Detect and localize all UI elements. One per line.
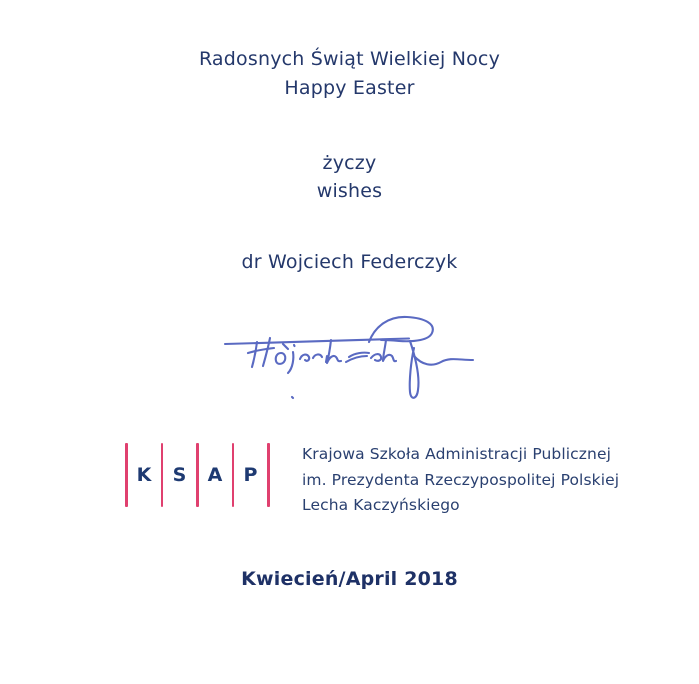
wishes-polish: życzy <box>322 152 377 174</box>
organization-name <box>302 442 619 519</box>
logo-letter-k: K <box>136 463 152 486</box>
logo-bar <box>267 443 270 507</box>
logo-letter-a: A <box>207 463 223 486</box>
handwritten-signature-icon <box>203 296 493 411</box>
logo-letter-s: S <box>172 463 187 486</box>
logo-letter-p: P <box>243 463 258 486</box>
date-text: Kwiecień/April 2018 <box>241 568 458 590</box>
greeting-english: Happy Easter <box>284 77 415 99</box>
org-line-2: im. Prezydenta Rzeczypospolitej Polskiej <box>302 470 620 489</box>
wishes-english: wishes <box>316 180 383 202</box>
ksap-logo <box>125 443 270 507</box>
greeting-polish: Radosnych Świąt Wielkiej Nocy <box>198 48 501 70</box>
signatory-name: dr Wojciech Federczyk <box>241 251 458 273</box>
org-line-1: Krajowa Szkoła Administracji Publicznej <box>302 445 612 463</box>
signature-image <box>203 296 493 411</box>
org-line-3: Lecha Kaczyńskiego <box>302 496 460 514</box>
